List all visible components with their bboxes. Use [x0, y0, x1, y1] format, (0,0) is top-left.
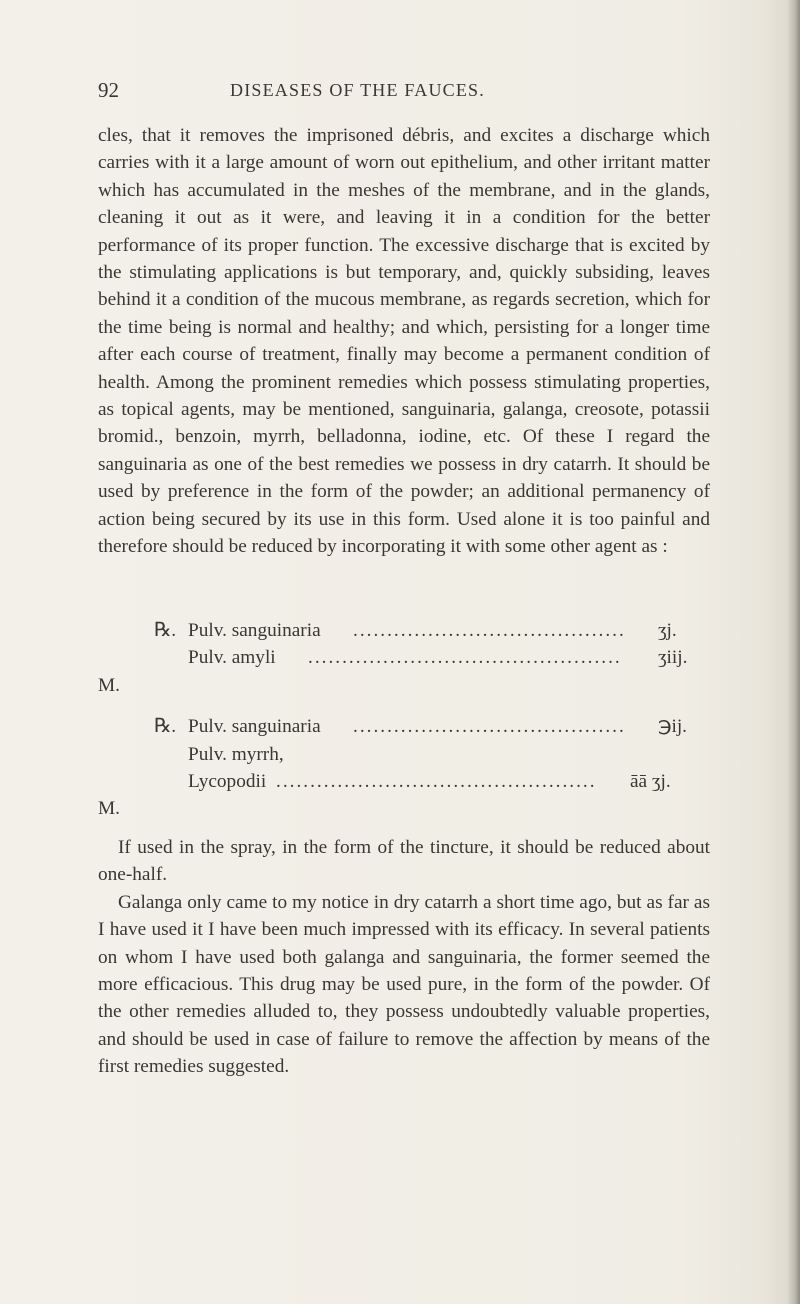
page-edge [786, 0, 800, 1304]
prescription-line [98, 795, 710, 822]
misce-mark: M. [98, 674, 120, 696]
drug-quantity: ʒj. [658, 620, 677, 641]
page-number: 92 [98, 78, 119, 102]
recipe-symbol: ℞. [154, 716, 177, 738]
paragraph: If used in the spray, in the form of the tincture, it should be reduced about one-half. [98, 837, 710, 886]
drug-name: Pulv. sanguinaria [188, 716, 321, 738]
leader-dots: .............................................. [308, 647, 622, 669]
prescription-line [98, 644, 710, 671]
prescription-line [98, 672, 710, 699]
prescription-line [98, 713, 710, 740]
recipe-symbol: ℞. [154, 620, 177, 641]
drug-quantity: ℈ij. [658, 716, 687, 738]
drug-name: Pulv. amyli [188, 647, 276, 669]
drug-quantity: āā ʒj. [630, 770, 671, 792]
running-title: DISEASES OF THE FAUCES. [230, 80, 485, 100]
leader-dots: ........................................ [353, 716, 626, 738]
drug-quantity: ʒiij. [658, 647, 688, 669]
prescription-line [98, 741, 710, 768]
drug-name: Lycopodii [188, 770, 267, 792]
prescription-line [98, 617, 710, 644]
prescriptions [98, 617, 710, 833]
drug-name: Pulv. myrrh, [188, 743, 284, 765]
body-text-before [98, 122, 710, 561]
body-text-after [98, 834, 710, 1081]
misce-mark: M. [98, 798, 120, 820]
paragraph: Galanga only came to my notice in dry catarrh a short time ago, but as far as I have used it I have been much impressed with its efficacy. In several patients on whom I have used both galanga and sanguinaria, the former seemed the more efficacious. This drug may be used pure, in the form of the powder. Of the other remedies alluded to, they possess undoubtedly valuable properties, and should be used in case of failure to remove the affection by means of the first remedies suggested. [98, 891, 710, 1078]
prescription-line [98, 768, 710, 795]
paragraph: cles, that it removes the imprisoned débris, and excites a discharge which carries with it a large amount of worn out epithelium, and other irritant matter which has accumulated in the meshes of the membrane, and in the glands, cleaning it out as it were, and leaving it in a condition for the better performance of its proper function. The excessive discharge that is excited by the stimulating applications is but temporary, and, quickly subsiding, leaves behind it a condition of the mucous membrane, as regards secretion, which for the time being is normal and healthy; and which, persisting for a longer time after each course of treatment, finally may become a permanent condition of health. Among the prominent remedies which possess stimulating properties, as topical agents, may be mentioned, sanguinaria, galanga, creosote, potassii bromid., benzoin, myrrh, belladonna, iodine, etc. Of these I regard the sanguinaria as one of the best remedies we possess in dry catarrh. It should be used by preference in the form of the powder; an additional permanency of action being secured by its use in this form. Used alone it is too painful and therefore should be reduced by incorporating it with some other agent as : [98, 125, 710, 558]
prescription-1 [98, 617, 710, 699]
prescription-2 [98, 713, 710, 823]
leader-dots: ............................................... [276, 770, 597, 792]
drug-name: Pulv. sanguinaria [188, 620, 321, 641]
leader-dots: ........................................ [353, 620, 626, 641]
page-header [98, 78, 698, 108]
